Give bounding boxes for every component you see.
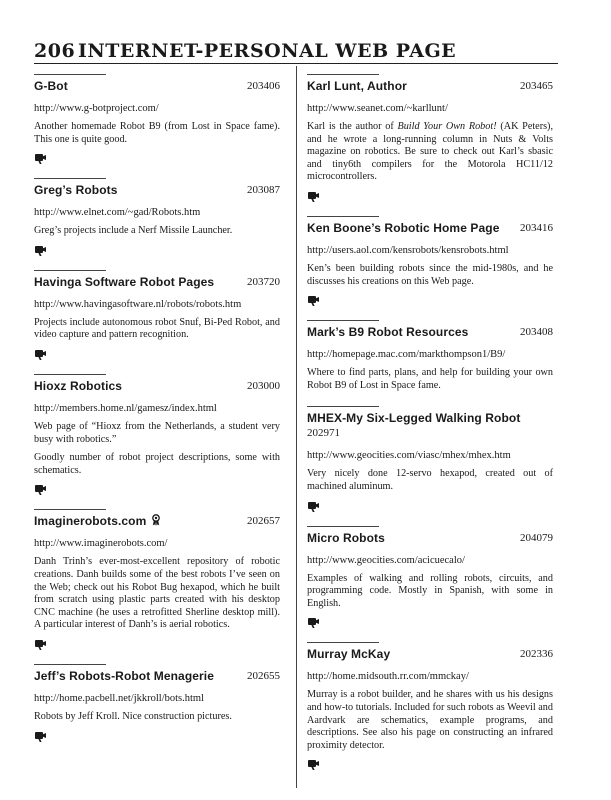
listing-entry — [34, 509, 280, 650]
entry-header — [307, 531, 553, 546]
entry-title-text: Ken Boone’s Robotic Home Page — [307, 220, 500, 235]
review-icon — [307, 190, 321, 202]
entry-url-link[interactable]: http://www.havingasoftware.nl/robots/robots.htm — [34, 298, 242, 310]
entry-rule — [34, 374, 106, 375]
entry-rule — [307, 320, 379, 321]
entry-header — [307, 411, 553, 441]
listing-entry — [307, 406, 553, 511]
entry-title-text: Karl Lunt, Author — [307, 79, 407, 93]
entry-rule — [307, 74, 379, 75]
entry-description: Danh Trinh’s ever-most-excellent repository of robotic creations. Danh builds some of the best robots I’ve seen on the Web; check out his Robot Bug hexapod, which he built from scratch using plastic parts created with his desktop CNC machine (he uses a retrofitted Sherline desktop mill). A particular interest of Danh’s is aerial robotics. — [34, 556, 280, 631]
listing-entry — [34, 374, 280, 495]
entry-code: 203000 — [247, 379, 280, 392]
entry-url-link[interactable]: http://www.seanet.com/~karllunt/ — [307, 103, 448, 114]
listing-entry — [307, 320, 553, 392]
listing-entry — [34, 664, 280, 742]
entry-code: 203465 — [520, 80, 553, 92]
right-column — [307, 66, 553, 784]
review-icon — [307, 294, 321, 306]
listing-entry — [34, 178, 280, 256]
listing-entry — [34, 74, 280, 164]
entry-title — [307, 411, 553, 426]
left-column — [34, 66, 280, 756]
entry-title — [34, 183, 118, 198]
entry-rule — [307, 526, 379, 527]
entry-code: 203416 — [520, 221, 553, 234]
review-icon — [34, 730, 48, 742]
review-icon — [307, 758, 321, 770]
entry-description: Web page of “Hioxz from the Netherlands, a student very busy with robotics.” — [34, 420, 280, 445]
entry-code: 203087 — [247, 184, 280, 197]
entry-header — [34, 79, 280, 94]
entry-header — [34, 514, 280, 529]
entry-rule — [307, 216, 379, 217]
entry-description: Examples of walking and rolling robots, circuits, and programming code. Mostly in Spanish, with some in English. — [307, 572, 553, 609]
entry-header — [307, 647, 553, 662]
entry-header — [307, 79, 553, 94]
listing-entry — [34, 270, 280, 360]
entry-title-text: Greg’s Robots — [34, 183, 118, 198]
entry-rule — [34, 74, 106, 75]
entry-title — [34, 79, 68, 94]
section-title: INTERNET-PERSONAL WEB PAGE — [78, 40, 457, 62]
entry-title-text: Havinga Software Robot Pages — [34, 274, 215, 289]
entry-code: 203720 — [247, 275, 280, 288]
book-title: Build Your Own Robot! — [397, 121, 497, 132]
entry-header — [34, 183, 280, 198]
review-icon — [34, 638, 48, 650]
entry-url-link[interactable]: http://homepage.mac.com/markthompson1/B9/ — [307, 349, 506, 361]
entry-url-link[interactable]: http://www.geocities.com/viasc/mhex/mhex.htm — [307, 450, 511, 462]
entry-title — [307, 531, 385, 546]
review-icon — [307, 500, 321, 512]
entry-url-link[interactable]: http://members.home.nl/gamesz/index.html — [34, 402, 217, 414]
entry-rule — [34, 509, 106, 510]
entry-description: Projects include autonomous robot Snuf, Bi-Ped Robot, and video capture and pattern recognition. — [34, 316, 280, 341]
entry-description: Goodly number of robot project descriptions, some with schematics. — [34, 452, 280, 476]
entry-title-text: G-Bot — [34, 79, 68, 93]
entry-rule — [34, 270, 106, 271]
entry-description: Very nicely done 12-servo hexapod, created out of machined aluminum. — [307, 468, 553, 492]
entry-header — [34, 275, 280, 290]
entry-url-link[interactable]: http://home.pacbell.net/jkkroll/bots.html — [34, 692, 205, 704]
entry-title — [307, 325, 468, 340]
page-header — [34, 40, 558, 62]
entry-rule — [307, 406, 379, 407]
entry-rule — [34, 178, 106, 179]
page-number: 206 — [34, 40, 76, 62]
entry-title — [34, 514, 161, 529]
entry-description: Ken’s been building robots since the mid-1980s, and he discusses his creations on this Web page. — [307, 262, 553, 287]
listing-entry — [307, 74, 553, 202]
review-icon — [307, 616, 321, 628]
entry-description: Another homemade Robot B9 (from Lost in Space fame). This one is quite good. — [34, 121, 280, 145]
entry-url-link[interactable]: http://home.midsouth.rr.com/mmckay/ — [307, 671, 469, 683]
entry-title — [307, 79, 407, 94]
entry-code: 202657 — [247, 515, 280, 528]
entry-title — [307, 647, 390, 662]
entry-description: Greg’s projects include a Nerf Missile Launcher. — [34, 225, 233, 237]
review-icon — [34, 152, 48, 164]
review-icon — [34, 244, 48, 256]
entry-title — [34, 379, 122, 394]
entry-title-text: MHEX-My Six-Legged Walking Robot — [307, 411, 521, 426]
entry-rule — [34, 664, 106, 665]
entry-code: 203408 — [520, 326, 553, 339]
entry-title — [34, 275, 214, 290]
entry-description: Robots by Jeff Kroll. Nice construction pictures. — [34, 710, 232, 722]
entry-title-text: Murray McKay — [307, 647, 391, 662]
entry-title-text: Mark’s B9 Robot Resources — [307, 325, 469, 340]
review-icon — [34, 348, 48, 360]
entry-description: Where to find parts, plans, and help for building your own Robot B9 of Lost in Space fame. — [307, 367, 553, 391]
listing-entry — [307, 642, 553, 770]
entry-header — [34, 669, 280, 684]
listing-entry — [307, 526, 553, 629]
entry-title-text: Hioxz Robotics — [34, 378, 123, 393]
entry-title — [307, 221, 499, 236]
entry-header — [34, 379, 280, 394]
entry-description: Karl is the author of Build Your Own Robot! (AK Peters), and he wrote a long-running column in Nuts & Volts magazine on robotics. Be sure to check out Karl’s sbasic and tiny6th compilers for the Motorola HC11/12 microcontrollers. — [307, 121, 553, 183]
column-divider — [296, 66, 297, 788]
entry-code: 202971 — [307, 427, 340, 440]
entry-header — [307, 325, 553, 340]
listing-entry — [307, 216, 553, 306]
entry-url-link[interactable]: http://www.g-botproject.com/ — [34, 103, 159, 114]
entry-rule — [307, 642, 379, 643]
entry-code: 202655 — [247, 669, 280, 682]
entry-code: 203406 — [247, 80, 280, 92]
entry-title-text: Micro Robots — [307, 530, 385, 545]
entry-url-link[interactable]: http://users.aol.com/kensrobots/kensrobots.html — [307, 244, 509, 256]
entry-code: 204079 — [520, 531, 553, 544]
entry-url-link[interactable]: http://www.imaginerobots.com/ — [34, 538, 168, 550]
entry-url-link[interactable]: http://www.elnet.com/~gad/Robots.htm — [34, 207, 201, 219]
entry-code: 202336 — [520, 648, 553, 661]
header-rule — [34, 63, 558, 64]
award-icon — [151, 514, 161, 526]
entry-title-text: Jeff’s Robots-Robot Menagerie — [34, 668, 215, 683]
entry-title — [34, 669, 214, 684]
entry-title-text: Imaginerobots.com — [34, 514, 147, 529]
entry-url-link[interactable]: http://www.geocities.com/acicuecalo/ — [307, 554, 465, 566]
entry-header — [307, 221, 553, 236]
review-icon — [34, 483, 48, 495]
entry-description: Murray is a robot builder, and he shares with us his designs and how-to tutorials. Included for such robots as Weevil and Aardvark are schematics, example programs, and descriptions. See also his page on constructing an infrared proximity detector. — [307, 689, 553, 751]
